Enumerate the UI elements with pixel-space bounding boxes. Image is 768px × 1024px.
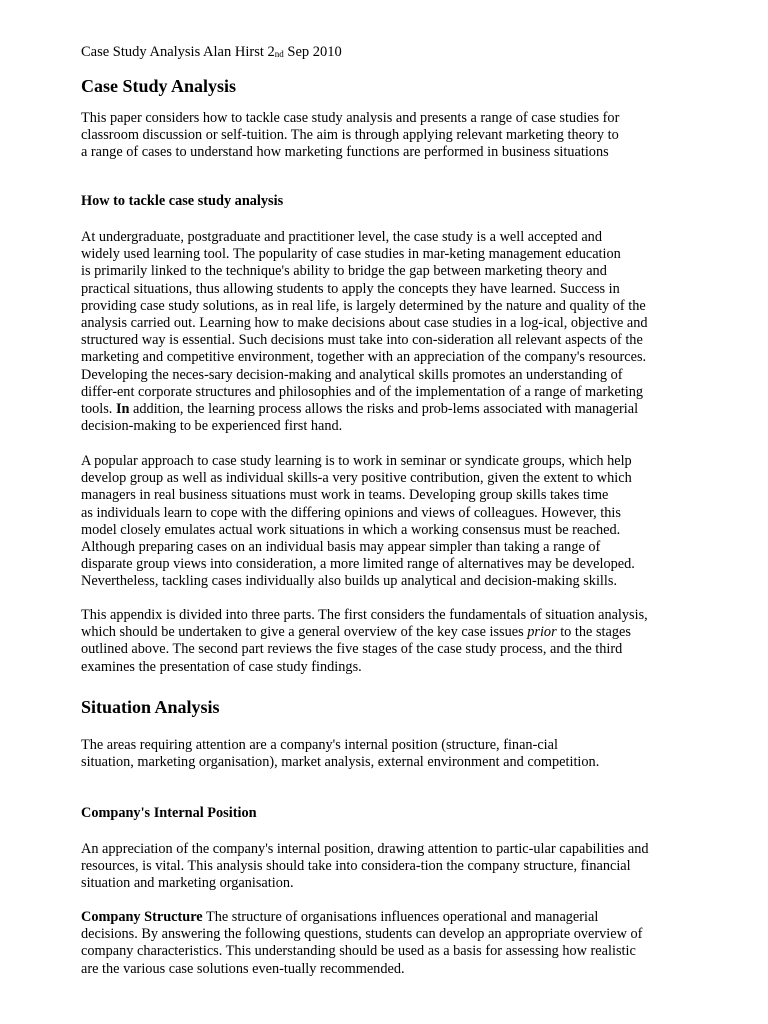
text-line: is primarily linked to the technique's ability to bridge the gap between marketing theory and: [81, 263, 607, 280]
text-line: situation, marketing organisation), market analysis, external environment and competition.: [81, 754, 600, 771]
text-line: practical situations, thus allowing students to apply the concepts they have learned. Success in: [81, 280, 620, 297]
text-run: which should be undertaken to give a general overview of the key case issues: [81, 624, 528, 641]
text-line: managers in real business situations must work in teams. Developing group skills takes time: [81, 487, 609, 504]
text-line: Developing the neces-sary decision-making and analytical skills promotes an understanding of: [81, 366, 623, 383]
intro-paragraph: [81, 110, 721, 162]
text-line: examines the presentation of case study findings.: [81, 658, 362, 675]
text-line: decisions. By answering the following questions, students can develop an appropriate overview of: [81, 926, 643, 943]
text-line: The areas requiring attention are a company's internal position (structure, finan-cial: [81, 737, 558, 753]
paragraph-4: [81, 737, 721, 771]
bold-run: Company Structure: [81, 909, 203, 925]
text-line: as individuals learn to cope with the differing opinions and views of colleagues. However, this: [81, 504, 621, 521]
text-line: [81, 909, 721, 926]
text-line: analysis carried out. Learning how to make decisions about case studies in a log-ical, objective and: [81, 315, 648, 332]
text-line: A popular approach to case study learning is to work in seminar or syndicate groups, which help: [81, 453, 632, 469]
text-line: widely used learning tool. The popularity of case studies in mar-keting management education: [81, 246, 621, 263]
header-date: Sep 2010: [283, 44, 342, 60]
text-line: outlined above. The second part reviews the five stages of the case study process, and the third: [81, 641, 623, 658]
header-ordinal: nd: [274, 49, 284, 59]
paragraph-3: [81, 607, 721, 676]
text-run: addition, the learning process allows the risks and prob-lems associated with managerial: [129, 401, 639, 418]
text-line: are the various case solutions even-tually recommended.: [81, 960, 405, 977]
text-line: marketing and competitive environment, together with an appreciation of the company's resources.: [81, 349, 647, 366]
text-line: resources, is vital. This analysis should take into considera-tion the company structure, financial: [81, 858, 631, 875]
paragraph-2: [81, 453, 721, 591]
text-line: providing case study solutions, as in real life, is largely determined by the nature and quality of the: [81, 297, 646, 314]
text-line: classroom discussion or self-tuition. The aim is through applying relevant marketing theory to: [81, 127, 619, 144]
text-line: develop group as well as individual skills-a very positive contribution, given the extent to which: [81, 470, 632, 487]
text-run: tools.: [81, 401, 116, 418]
text-run: The structure of organisations influences operational and managerial: [202, 909, 599, 925]
text-line: disparate group views into consideration, a more limited range of alternatives may be developed.: [81, 556, 635, 573]
text-line: model closely emulates actual work situations in which a working consensus must be reached.: [81, 521, 621, 538]
text-line: [81, 401, 721, 418]
text-line: Nevertheless, tackling cases individually also builds up analytical and decision-making skills.: [81, 573, 618, 590]
text-line: company characteristics. This understanding should be used as a basis for assessing how realistic: [81, 943, 636, 960]
text-line: Although preparing cases on an individual basis may appear simpler than taking a range of: [81, 539, 601, 556]
text-line: differ-ent corporate structures and philosophies and of the implementation of a range of marketing: [81, 383, 644, 400]
paragraph-5: [81, 841, 721, 893]
text-line: situation and marketing organisation.: [81, 875, 294, 892]
text-line: decision-making to be experienced first hand.: [81, 418, 343, 435]
text-line: structured way is essential. Such decisions must take into con-sideration all relevant aspects of the: [81, 332, 643, 349]
page-title: Case Study Analysis: [81, 76, 237, 96]
header-text: Case Study Analysis Alan Hirst 2: [81, 44, 275, 60]
text-line: At undergraduate, postgraduate and practitioner level, the case study is a well accepted and: [81, 229, 602, 245]
bold-run: In: [115, 401, 130, 418]
italic-run: prior: [527, 624, 557, 641]
page-header: [81, 44, 342, 61]
subheading-tackle: How to tackle case study analysis: [81, 193, 284, 209]
text-line: An appreciation of the company's internal position, drawing attention to partic-ular capabilities and: [81, 841, 649, 857]
text-line: This appendix is divided into three parts. The first considers the fundamentals of situation analysis,: [81, 607, 648, 623]
subheading-internal: Company's Internal Position: [81, 805, 257, 821]
text-line: This paper considers how to tackle case study analysis and presents a range of case studies for: [81, 110, 620, 126]
paragraph-6: [81, 909, 721, 978]
text-run: to the stages: [556, 624, 631, 641]
paragraph-1: [81, 229, 721, 435]
section-heading-situation: Situation Analysis: [81, 697, 220, 717]
text-line: [81, 624, 721, 641]
text-line: a range of cases to understand how marketing functions are performed in business situations: [81, 144, 609, 161]
